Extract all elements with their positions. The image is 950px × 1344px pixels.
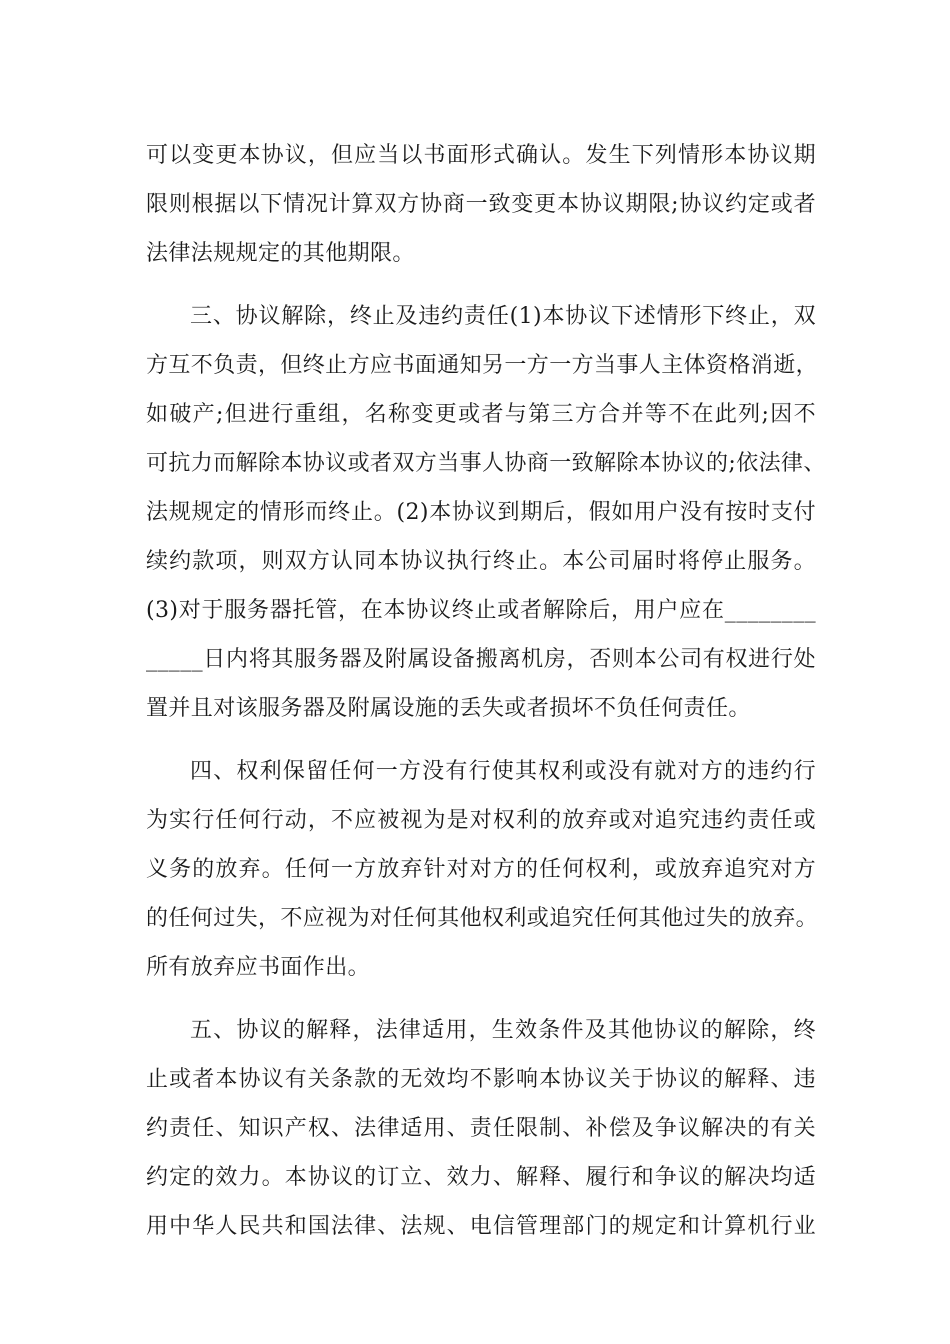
text-line: 续约款项，则双方认同本协议执行终止。本公司届时将停止服务。	[146, 549, 816, 574]
text-line: 可以变更本协议，但应当以书面形式确认。发生下列情形本协议期	[146, 143, 816, 168]
paragraph-section-4	[146, 747, 819, 992]
text-line: 如破产;但进行重组，名称变更或者与第三方合并等不在此列;因不	[146, 402, 816, 427]
text-line: 的任何过失，不应视为对任何其他权利或追究任何其他过失的放弃。	[146, 906, 819, 931]
text-line: 方互不负责，但终止方应书面通知另一方一方当事人主体资格消逝，	[146, 353, 819, 378]
text-line: 为实行任何行动，不应被视为是对权利的放弃或对追究违约责任或	[146, 808, 816, 833]
paragraph-section-3	[146, 292, 826, 733]
text-line: (3)对于服务器托管，在本协议终止或者解除后，用户应在________	[146, 598, 816, 623]
text-line: 用中华人民共和国法律、法规、电信管理部门的规定和计算机行业	[146, 1214, 816, 1239]
text-line: 约责任、知识产权、法律适用、责任限制、补偿及争议解决的有关	[146, 1116, 816, 1141]
text-line: 三、协议解除，终止及违约责任(1)本协议下述情形下终止，双	[190, 304, 816, 329]
text-line: 所有放弃应书面作出。	[146, 955, 371, 980]
text-line: 法规规定的情形而终止。(2)本协议到期后，假如用户没有按时支付	[146, 500, 816, 525]
text-line: 四、权利保留任何一方没有行使其权利或没有就对方的违约行	[190, 759, 816, 784]
paragraph-spacer	[146, 992, 816, 1006]
paragraph-continued	[146, 131, 816, 278]
text-line: 置并且对该服务器及附属设施的丢失或者损坏不负任何责任。	[146, 696, 751, 721]
text-line: 五、协议的解释，法律适用，生效条件及其他协议的解除，终	[190, 1018, 816, 1043]
paragraph-spacer	[146, 733, 816, 747]
text-line: 义务的放弃。任何一方放弃针对对方的任何权利，或放弃追究对方	[146, 857, 816, 882]
text-line: 法律法规规定的其他期限。	[146, 241, 415, 266]
document-body	[146, 131, 826, 1251]
text-line: 止或者本协议有关条款的无效均不影响本协议关于协议的解释、违	[146, 1067, 816, 1092]
paragraph-spacer	[146, 278, 816, 292]
text-line: _____日内将其服务器及附属设备搬离机房，否则本公司有权进行处	[146, 647, 816, 672]
text-line: 约定的效力。本协议的订立、效力、解释、履行和争议的解决均适	[146, 1165, 816, 1190]
paragraph-section-5	[146, 1006, 816, 1251]
text-line: 可抗力而解除本协议或者双方当事人协商一致解除本协议的;依法律、	[146, 451, 826, 476]
text-line: 限则根据以下情况计算双方协商一致变更本协议期限;协议约定或者	[146, 192, 816, 217]
